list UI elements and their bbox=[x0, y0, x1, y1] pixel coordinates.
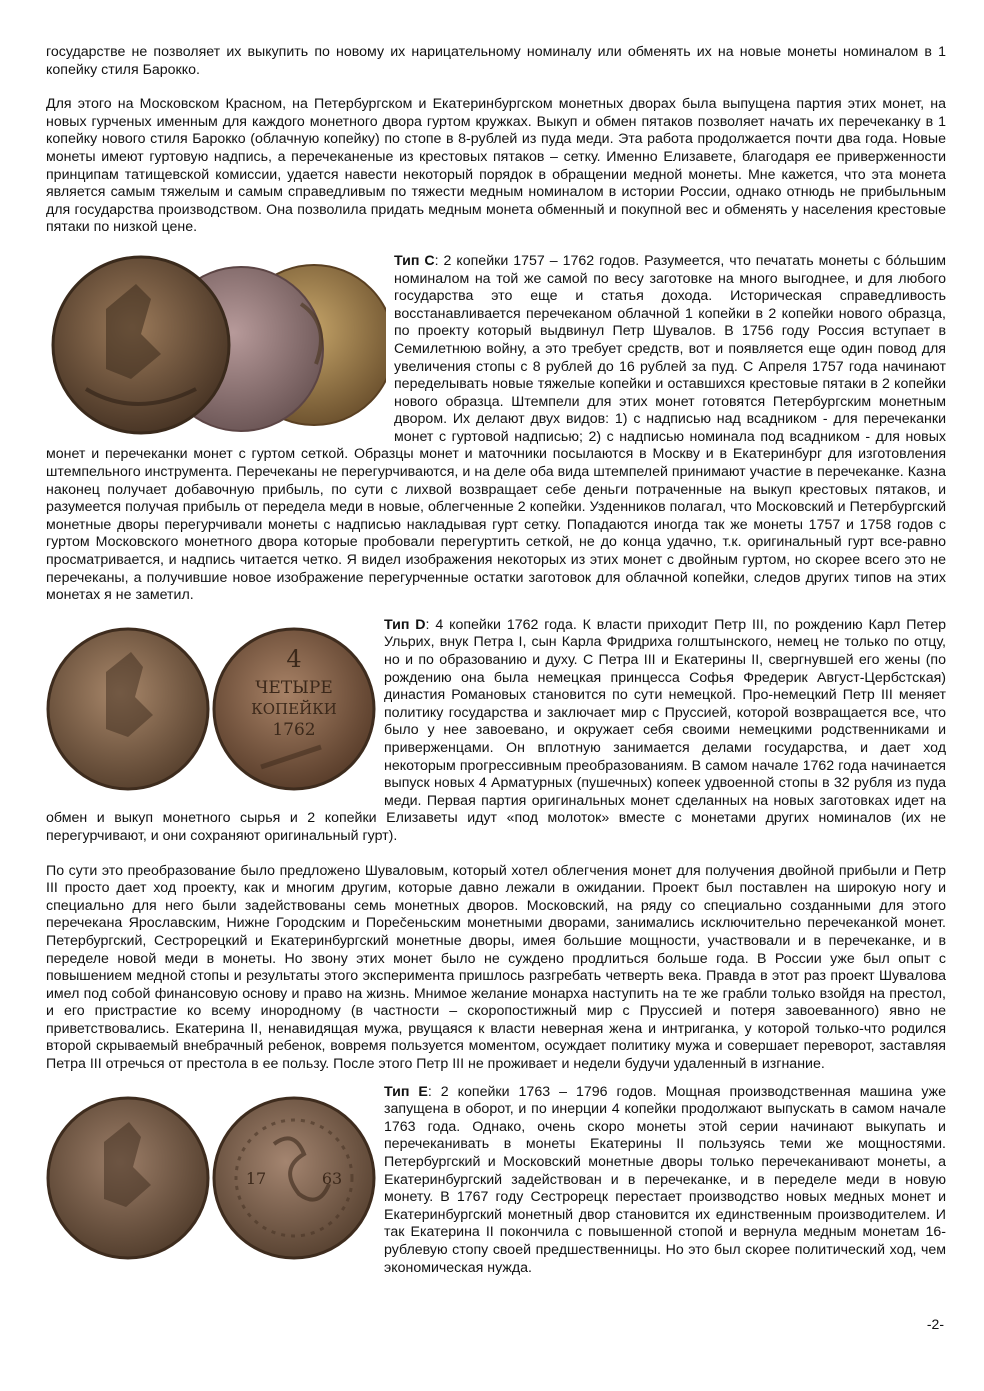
coin-legend-4: 4 bbox=[286, 644, 302, 673]
coin-year-left: 17 bbox=[245, 1168, 267, 1188]
intro-paragraph-2: Для этого на Московском Красном, на Петербургском и Екатеринбургском монетных дворах была выпущена партия этих монет, на новых гурченых именным для каждого монетного двора гуртом кружках. Выкуп и обмен пятаков позволяет начать их перечеканку в 1 копейку нового стиля Барокко (облачную копейку) по стопе в 8-рублей из пуда меди. Эта работа продолжается почти два года. Новые монеты имеют гуртовую надпись, а перечеканеные из крестовых пятаков – сетку. Именно Елизавете, благодаря ее приверженности принципам татищевской комиссии, удается навести некоторый порядок в обращении медной монеты. Мне кажется, что эта монета является самым тяжелым и самым справедливым по тяжести медным номиналом в истории России, однако отнюдь не прибыльным для государства производством. Она позволила придать медным монета обменный и покупной вес и обменять у населения крестовые пятаки по низкой цене. bbox=[46, 96, 946, 236]
coin-photo-type-e bbox=[46, 1084, 376, 1269]
coin-legend-year: 1762 bbox=[272, 719, 316, 740]
middle-paragraph: По сути это преобразование было предложено Шуваловым, который хотел облегчения монет для получения двойной прибыли и Петр III просто дает ход проекту, как и многим другим, которые давно лежали в ожидании. Проект был поставлен на широкую ногу и специально для него были задействованы семь монетных дворов. Московский, на ряду со специально созданными для этого перечекана Ярославским, Нижне Городским и Порečeньским монетными дворами, занимались исключительно перечеканкой монет. Петербургский, Сестрорецкий и Екатеринбургский монетные дворы, имея большие мощности, участвовали и в перечеканке, и в переделе новой меди в монеты. Но звону этих монет было не суждено продлиться больше года. В России уже был опыт с повышением медной стопы и результаты этого эксперимента пришлось разгребать четверть века. Правда в этот раз проект Шувалова имел под собой финансовую основу и право на жизнь. Мнимое желание монарха наступить на те же грабли только взойдя на престол, и его пристрастие ко всему инородному (в частности – скоропостижный мир с Пруссией и потеря завоеванного) явно не приветствовались. Екатерина II, ненавидящая мужа, рвущаяся к власти неверная жена и интриганка, у которой только-что родился второй скрываемый внебрачный ребенок, вовремя пользуется моментом, осуждает политику мужа и совершает переворот, заставляя Петра III отречься от престола в ее пользу. После этого Петр III не проживает и недели будучи удаленный в изгнание. bbox=[46, 862, 946, 1073]
coin-photo-type-d bbox=[46, 617, 376, 802]
document-page bbox=[46, 44, 946, 1277]
type-e-text: : 2 копейки 1763 – 1796 годов. Мощная производственная машина уже запущена в оборот, и по инерции 4 копейки продолжают выпускать в самом начале 1763 года. Однако, очень скоро монеты этой серии начинают выкупать и перечеканивать в монеты Екатерины II пользуясь теми же мощностями. Петербургский и Московский монетные дворы только перечеканивают монеты, а Екатеринбургский задействован и в перечеканке, и в переделе меди в новую монету. В 1767 году Сестрорецк перестает производство новых медных монет и Екатеринбургский монетный двор становится их единственным производителем. И так Екатерина II покончила с повышенной стопой и вернула медным монетам 16-рублевую стопу своей предшественницы. Но это был скорее политический ход, чем экономическая нужда. bbox=[384, 1083, 947, 1276]
coin-legend-word: ЧЕТЫРЕ bbox=[255, 677, 333, 698]
type-c-label: Тип С bbox=[394, 252, 435, 269]
section-type-e bbox=[46, 1084, 946, 1278]
page-number: -2- bbox=[926, 1316, 944, 1332]
coin-photo-type-c bbox=[46, 249, 386, 439]
coin-legend-kopeiki: КОПЕЙКИ bbox=[251, 699, 337, 718]
coin-year-right: 63 bbox=[321, 1168, 343, 1188]
section-type-d bbox=[46, 617, 946, 846]
intro-paragraph-1: государстве не позволяет их выкупить по новому их нарицательному номиналу или обменять их на новые монеты номиналом в 1 копейку стиля Барокко. bbox=[46, 44, 946, 78]
type-d-label: Тип D bbox=[384, 616, 426, 633]
type-e-label: Тип Е bbox=[384, 1083, 428, 1100]
section-type-c bbox=[46, 253, 946, 605]
type-d-text: : 4 копейки 1762 года. К власти приходит Петр III, по рождению Карл Петер Ульрих, внук Петра I, сын Карла Фридриха голштынского, немец не только по отцу, но и по образованию и духу. С Петра III и Екатерины II, свергнувшей его жены (по рождению она была немецкая принцесса Софья Фредерик Август-Цербстская) династия Романовых становится по сути немецкой. Про-немецкий Петр III меняет политику государства и заключает мир с Пруссией, которой возвращается все, что было у нее завоевано, и окружает себя своими немецкими родственниками и приверженцами. Он вплотную занимается делами государства, и дает ход некоторым прогрессивным преобразованиям. В самом начале 1762 года начинается выпуск новых 4 Арматурных (пушечных) копеек удвоенной стопы в 32 рубля из пуда меди. Первая партия оригинальных монет сделанных на новых заготовках идет на обмен и выкуп монетного сырья и 2 копейки Елизаветы идут «под молоток» вместе с монетами других номиналов (их не перегурчивают, и они сохраняют оригинальный гурт). bbox=[46, 616, 946, 844]
type-c-text: : 2 копейки 1757 – 1762 годов. Разумеется, что печатать монеты с бо́льшим номиналом на той же самой по весу заготовке на много выгоднее, и для любого государства это еще и статья дохода. Историческая справедливость восстанавливается перечеканом облачной 1 копейки в 2 копейки нового образца, по проекту который выдвинул Петр Шувалов. В 1756 году Россия вступает в Семилетнюю войну, а это требует средств, вот и появляется еще один повод для увеличения стопы с 8 рублей до 16 рублей за пуд. С Апреля 1757 года начинают переделывать новые тяжелые копейки и оставшихся крестовые пятаки в 2 копейки нового образца. Штемпели для этих монет готовятся Петербургским монетным двором. Их делают двух видов: 1) с надписью над всадником - для перечеканки монет с гуртовой надписью; 2) с надписью номинала под всадником - для новых монет и перечеканки монет с гуртом сеткой. Образцы монет и маточники посылаются в Москву и в Екатеринбург для изготовления штемпельного инструмента. Перечеканы не перегурчиваются, и на деле оба вида штемпелей принимают участие в перечеканке. Казна наконец получает добавочную прибыль, по сути с лихвой возвращает себе деньги потраченные на выкуп крестовых пятаков, и разумеется получая прибыль от передела меди в новые, облегченные 2 копейки. Узденников полагал, что Московский и Петербургский монетные дворы перегурчивали монеты с надписью накладывая гурт сетку. Попадаются иногда так же монеты 1757 и 1758 годов с гуртом Московского монетного двора которые пробовали перегуртить сеткой, не до конца удачно, т.к. оригинальный гурт все-равно просматривается, и надпись читается четко. Я видел изображения некоторых из этих монет с двойным гуртом, но скорее всего это не перечеканы, а получившие новое изображение перегурченные остатки заготовок для облачной копейки, следов других типов на этих монетах я не заметил. bbox=[46, 252, 946, 604]
